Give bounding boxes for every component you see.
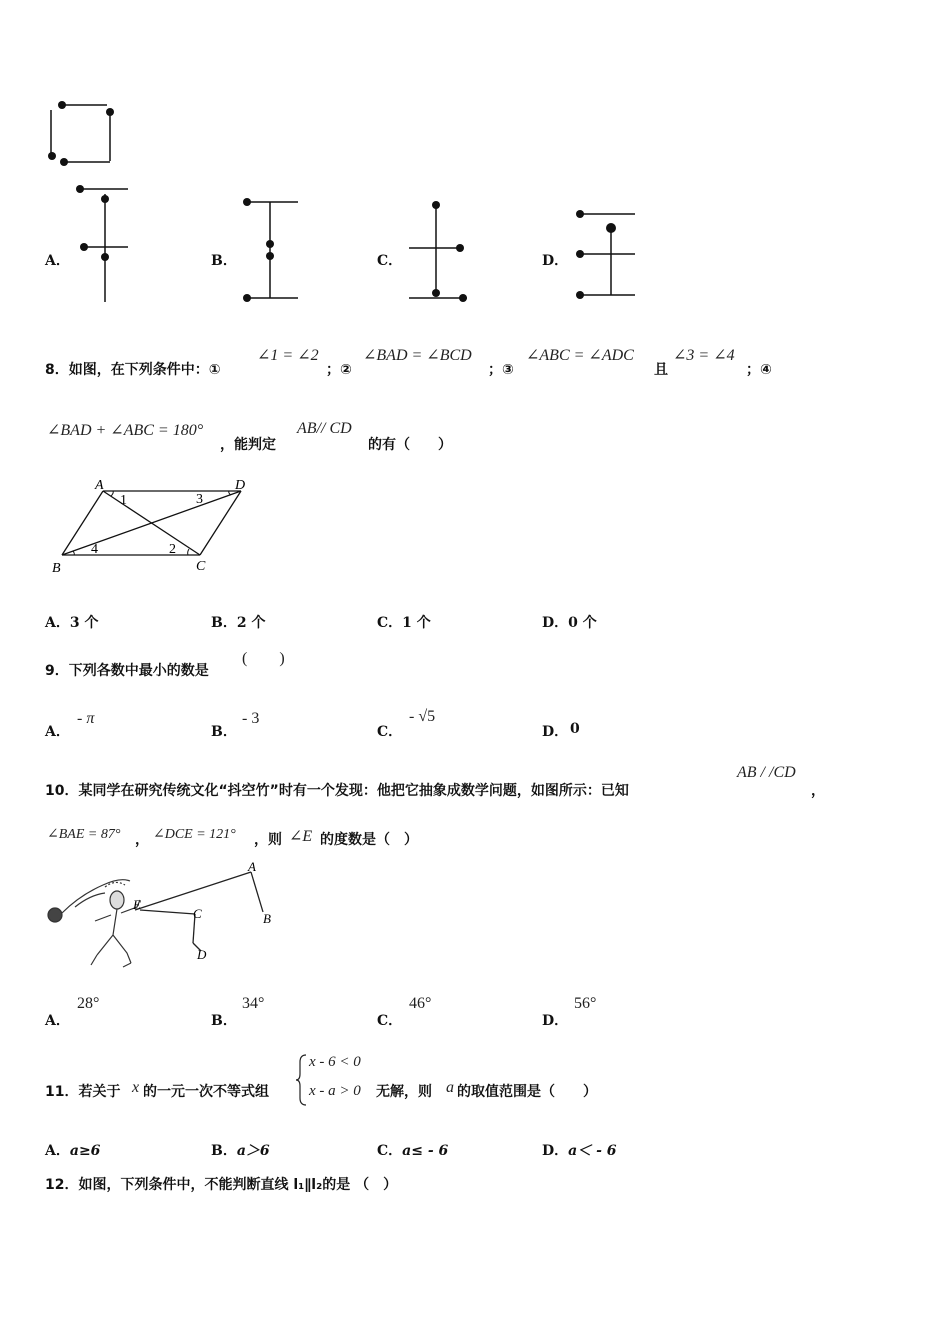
diabolo-player-illustration bbox=[48, 880, 140, 967]
q10-option-a-key[interactable]: A． bbox=[45, 1013, 70, 1029]
q10-fig-label-e: E bbox=[133, 897, 141, 912]
q10-ask-pre: ，则 bbox=[254, 832, 282, 848]
q9-paren: ( ) bbox=[242, 650, 285, 667]
q8-fig-label-3: 3 bbox=[196, 492, 203, 507]
q8-fig-label-c: C bbox=[196, 559, 206, 574]
q10-kongzhu-figure bbox=[45, 855, 295, 975]
q9-options bbox=[45, 708, 745, 738]
q8-parallelogram-figure bbox=[45, 474, 260, 574]
q10-sep: ， bbox=[135, 832, 149, 848]
q8-condition-1: ∠1 = ∠2 bbox=[257, 347, 319, 364]
q8-target: AB// CD bbox=[297, 420, 352, 437]
q10-comma: ， bbox=[811, 783, 825, 799]
q11-stem-post2: 的取值范围是（ ） bbox=[457, 1084, 597, 1100]
q8-sep-1: ；② bbox=[326, 362, 352, 378]
q9-option-d-value: 0 bbox=[570, 721, 580, 737]
q8-fig-label-2: 2 bbox=[169, 542, 176, 557]
q10-options bbox=[45, 993, 745, 1027]
q8-fig-label-1: 1 bbox=[120, 493, 127, 508]
q8-option-b[interactable]: B．2 个 bbox=[211, 615, 266, 631]
q12-stem: 12．如图，下列条件中，不能判断直线 l₁∥l₂的是 （ ） bbox=[45, 1177, 398, 1193]
q11-option-c[interactable]: C．a≤ - 6 bbox=[377, 1143, 449, 1159]
q10-fig-label-a: A bbox=[248, 859, 256, 874]
q10-ask-post: 的度数是（ ） bbox=[320, 832, 418, 848]
q7-figure-d bbox=[567, 200, 647, 305]
q11-option-d[interactable]: D．a＜ - 6 bbox=[542, 1143, 617, 1159]
q10-fig-label-b: B bbox=[263, 911, 271, 926]
q8-suffix: 的有（ ） bbox=[368, 437, 452, 453]
q8-condition-4: ∠BAD + ∠ABC = 180° bbox=[47, 422, 204, 439]
q11-stem-mid: 的一元一次不等式组 bbox=[143, 1084, 269, 1100]
q7-option-c[interactable]: C． bbox=[377, 253, 403, 269]
q8-sep-3: ；④ bbox=[746, 362, 772, 378]
q10-fig-label-c: C bbox=[193, 906, 202, 921]
q10-option-b-value: 34° bbox=[242, 995, 265, 1012]
q10-option-b-key[interactable]: B． bbox=[211, 1013, 237, 1029]
q7-square-figure bbox=[44, 98, 124, 168]
q11-options bbox=[45, 1140, 745, 1160]
q11-var-a: a bbox=[446, 1079, 454, 1096]
q8-condition-2: ∠BAD = ∠BCD bbox=[363, 347, 472, 364]
q9-stem: 9．下列各数中最小的数是 bbox=[45, 663, 209, 679]
q9-option-b-value: - 3 bbox=[242, 710, 260, 727]
q8-condition-3a: ∠ABC = ∠ADC bbox=[526, 347, 634, 364]
q10-angle-e: ∠E bbox=[289, 828, 313, 845]
q8-condition-3b: ∠3 = ∠4 bbox=[673, 347, 735, 364]
q8-prefix: 8．如图，在下列条件中：① bbox=[45, 362, 221, 378]
q10-angle-bae: ∠BAE = 87° bbox=[47, 827, 121, 842]
q10-option-d-key[interactable]: D． bbox=[542, 1013, 569, 1029]
q9-option-b-key[interactable]: B． bbox=[211, 724, 237, 740]
q11-option-a[interactable]: A．a≥6 bbox=[45, 1143, 101, 1159]
q11-stem bbox=[45, 1052, 745, 1108]
q8-option-a[interactable]: A．3 个 bbox=[45, 615, 99, 631]
q7-option-d[interactable]: D． bbox=[542, 253, 569, 269]
q11-brace bbox=[296, 1054, 308, 1106]
q11-stem-post1: 无解，则 bbox=[376, 1084, 432, 1100]
q8-sep-2: ；③ bbox=[488, 362, 514, 378]
q9-option-a-key[interactable]: A． bbox=[45, 724, 70, 740]
q11-inequality-2: x - a > 0 bbox=[309, 1083, 361, 1099]
q9-option-a-value: - π bbox=[77, 710, 95, 727]
q10-option-c-key[interactable]: C． bbox=[377, 1013, 403, 1029]
q11-option-b[interactable]: B．a＞6 bbox=[211, 1143, 270, 1159]
q8-option-d[interactable]: D．0 个 bbox=[542, 615, 597, 631]
q11-var-x: x bbox=[132, 1079, 140, 1096]
q10-option-d-value: 56° bbox=[574, 995, 597, 1012]
q7-figure-b bbox=[235, 190, 310, 310]
q7-option-b[interactable]: B． bbox=[211, 253, 237, 269]
q9-option-d-key[interactable]: D． bbox=[542, 724, 569, 740]
q8-mid: ，能判定 bbox=[220, 437, 276, 453]
q8-option-c[interactable]: C．1 个 bbox=[377, 615, 431, 631]
q8-options bbox=[45, 612, 745, 632]
q9-option-c-key[interactable]: C． bbox=[377, 724, 403, 740]
q10-given: AB / /CD bbox=[737, 764, 796, 781]
q11-stem-pre: 11．若关于 bbox=[45, 1084, 121, 1100]
q10-fig-label-d: D bbox=[197, 947, 207, 962]
q8-fig-label-4: 4 bbox=[91, 542, 98, 557]
q7-figure-a bbox=[70, 180, 140, 310]
q10-option-c-value: 46° bbox=[409, 995, 432, 1012]
q8-fig-label-d: D bbox=[235, 478, 246, 493]
q10-option-a-value: 28° bbox=[77, 995, 100, 1012]
q8-fig-label-a: A bbox=[95, 478, 104, 493]
q11-inequality-1: x - 6 < 0 bbox=[309, 1054, 361, 1070]
q9-option-c-value: - √5 bbox=[409, 708, 436, 725]
q10-angle-dce: ∠DCE = 121° bbox=[153, 827, 236, 842]
q10-stem: 10．某同学在研究传统文化“抖空竹”时有一个发现：他把它抽象成数学问题，如图所示：已知 bbox=[45, 783, 629, 799]
q8-fig-label-b: B bbox=[52, 561, 61, 576]
q8-and: 且 bbox=[654, 362, 668, 378]
q7-figure-c bbox=[400, 195, 475, 310]
q7-option-a[interactable]: A． bbox=[45, 253, 70, 269]
